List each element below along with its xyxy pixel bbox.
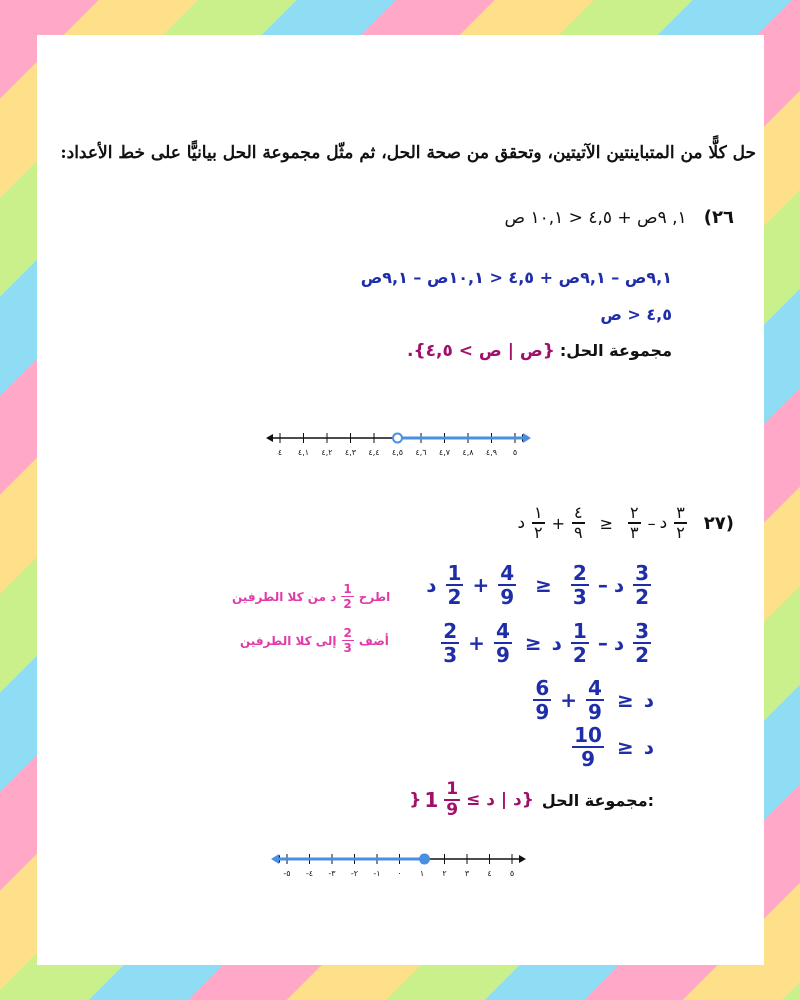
- tick-label: -٥: [283, 869, 291, 878]
- fraction-numerator: 2: [572, 561, 587, 585]
- fraction: [533, 678, 551, 722]
- problem-27-step-2: [438, 621, 654, 665]
- worksheet-card: [37, 35, 764, 965]
- fraction-denominator: ٢: [676, 523, 685, 542]
- tick-label: ٤,٦: [415, 448, 427, 457]
- fraction-numerator: 4: [495, 619, 510, 643]
- tick-label: ٤,٨: [462, 448, 474, 457]
- fraction-numerator: ١: [534, 503, 543, 522]
- problem-26-step-1: ٩,١ص – ٩,١ص + ٤,٥ < ١٠,١ص – ٩,١ص: [360, 268, 672, 287]
- p27-fraction-two-thirds: [628, 505, 641, 541]
- var: د: [426, 573, 437, 597]
- ge-sign: ≥: [599, 513, 614, 533]
- problem-26-solution-set: [407, 341, 672, 361]
- fraction-denominator: 3: [343, 641, 352, 655]
- fraction-denominator: 9: [535, 700, 550, 724]
- fraction-numerator: 3: [635, 561, 649, 585]
- problem-26-step-2: ٤,٥ < ص: [600, 305, 672, 324]
- brace-open: }: [409, 790, 422, 810]
- fraction: [446, 563, 464, 607]
- fraction-denominator: 9: [446, 800, 459, 820]
- minus-sign: –: [597, 631, 608, 655]
- fraction-numerator: 1: [343, 582, 352, 596]
- fraction-denominator: 2: [572, 643, 587, 667]
- p27-fraction-four-ninths: [572, 505, 585, 541]
- ge-sign: ≥: [535, 573, 552, 597]
- solution-point: [393, 434, 402, 443]
- tick-label: ١: [419, 869, 425, 878]
- tick-label: ٤: [487, 869, 492, 878]
- plus-sign: +: [468, 631, 485, 655]
- fraction-denominator: 3: [443, 643, 458, 667]
- fraction-denominator: ٢: [534, 523, 543, 542]
- number-line-26: [262, 425, 542, 465]
- problem-27-solution-set: [409, 781, 654, 819]
- fraction-denominator: 9: [495, 643, 510, 667]
- tick-label: ٣: [464, 869, 470, 878]
- plus-sign: +: [551, 513, 566, 533]
- solution-set-value: [409, 781, 534, 819]
- problem-27-step-4: [569, 725, 654, 769]
- note-prefix: أضف: [358, 633, 389, 648]
- problem-26-number: ٢٦): [703, 207, 734, 228]
- tick-label: ٤,١: [297, 448, 310, 457]
- fraction-denominator: 9: [588, 700, 602, 724]
- p27-fraction-three-halves: [674, 505, 687, 541]
- fraction-denominator: 2: [343, 597, 352, 611]
- note-suffix: د من كلا الطرفين: [232, 589, 337, 604]
- tick-label: -٣: [328, 869, 336, 878]
- tick-label: ٤,٢: [321, 448, 333, 457]
- tick-label: ٥: [509, 869, 515, 878]
- problem-27-number: ٢٧): [703, 512, 734, 534]
- var: د: [613, 631, 625, 655]
- fraction: [633, 621, 651, 665]
- note-subtract-half: [232, 583, 390, 610]
- p27-fraction-half: [532, 505, 545, 541]
- fraction: [571, 563, 589, 607]
- tick-label: ٤,٧: [438, 448, 451, 457]
- var: د: [613, 573, 625, 597]
- fraction-numerator: ٤: [574, 503, 583, 522]
- fraction: [498, 563, 516, 607]
- problem-26-statement: ١, ٩ص + ٤,٥ < ١٠,١ ص: [504, 208, 687, 228]
- problem-27-step-3: [530, 678, 654, 722]
- arrow-right: [519, 855, 526, 863]
- tick-label: ٤,٣: [344, 448, 357, 457]
- fraction-numerator: 4: [588, 676, 602, 700]
- fraction-numerator: 1: [446, 779, 459, 799]
- tick-label: -٤: [305, 869, 314, 878]
- solution-set-label: مجموعة الحل:: [559, 341, 672, 360]
- solution-arrowhead: [271, 854, 279, 864]
- fraction-numerator: 4: [500, 561, 515, 585]
- var: د: [551, 631, 562, 655]
- note-add-two-thirds: [240, 627, 389, 654]
- fraction-numerator: 10: [574, 723, 602, 747]
- ge-sign: ≥: [524, 631, 542, 655]
- tick-label: ٤: [277, 448, 283, 457]
- fraction-numerator: 2: [343, 626, 352, 640]
- fraction-denominator: 9: [581, 747, 595, 771]
- tick-label: -٢: [350, 869, 359, 878]
- fraction: [441, 621, 459, 665]
- mixed-fraction: [444, 781, 460, 819]
- problem-27-step-1: [426, 563, 654, 607]
- fraction: [572, 725, 604, 769]
- fraction-numerator: 3: [635, 619, 649, 643]
- arrow-left: [266, 434, 273, 442]
- tick-label: -١: [373, 869, 381, 878]
- fraction-numerator: 6: [535, 676, 550, 700]
- tick-label: ٥: [512, 448, 518, 457]
- plus-sign: +: [560, 688, 578, 712]
- tick-label: ٤,٥: [391, 448, 404, 457]
- note-fraction: [342, 627, 354, 654]
- fraction-denominator: 2: [635, 585, 649, 609]
- note-suffix: إلى كلا الطرفين: [240, 633, 337, 648]
- tick-label: ٢: [442, 869, 447, 878]
- p27-var: د: [517, 513, 526, 533]
- minus-sign: –: [597, 573, 608, 597]
- minus-sign: –: [647, 513, 656, 533]
- fraction-numerator: 1: [572, 619, 587, 643]
- tick-label: ٤,٤: [368, 448, 380, 457]
- var: د: [643, 688, 654, 712]
- note-prefix: اطرح: [358, 589, 391, 604]
- fraction-denominator: ٣: [630, 523, 639, 542]
- tick-label: ٤,٩: [485, 448, 498, 457]
- instruction-text: حل كلًّا من المتباينتين الآتيتين، وتحقق من صحة الحل، ثم مثّل مجموعة الحل بيانيًّا على خط الأعداد:: [60, 143, 756, 163]
- fraction-numerator: 2: [443, 619, 458, 643]
- solution-arrowhead: [523, 433, 531, 443]
- var: د: [643, 735, 654, 759]
- solution-point: [420, 855, 429, 864]
- set-builder: {د | د ≥: [466, 790, 534, 810]
- ge-sign: ≥: [616, 735, 634, 759]
- p27-var-2: د: [659, 513, 668, 533]
- fraction: [494, 621, 512, 665]
- fraction: [633, 563, 651, 607]
- fraction-denominator: 2: [635, 643, 649, 667]
- solution-set-value: {ص | ص > ٤,٥}.: [407, 341, 555, 361]
- tick-label: ٠: [397, 869, 402, 878]
- note-fraction: [341, 583, 353, 610]
- fraction: [586, 678, 604, 722]
- mixed-whole: 1: [424, 788, 439, 812]
- fraction-denominator: 9: [500, 585, 515, 609]
- fraction: [571, 621, 589, 665]
- fraction-denominator: ٩: [574, 523, 583, 542]
- problem-26-header: [504, 207, 734, 228]
- plus-sign: +: [472, 573, 490, 597]
- fraction-denominator: 3: [572, 585, 587, 609]
- number-line-27: [265, 845, 535, 885]
- ge-sign: ≥: [616, 688, 634, 712]
- solution-set-label: مجموعة الحل:: [541, 790, 654, 810]
- problem-27-header: [517, 505, 734, 541]
- fraction-numerator: ٣: [676, 503, 685, 522]
- fraction-denominator: 2: [447, 585, 462, 609]
- fraction-numerator: 1: [447, 561, 462, 585]
- fraction-numerator: ٢: [630, 503, 639, 522]
